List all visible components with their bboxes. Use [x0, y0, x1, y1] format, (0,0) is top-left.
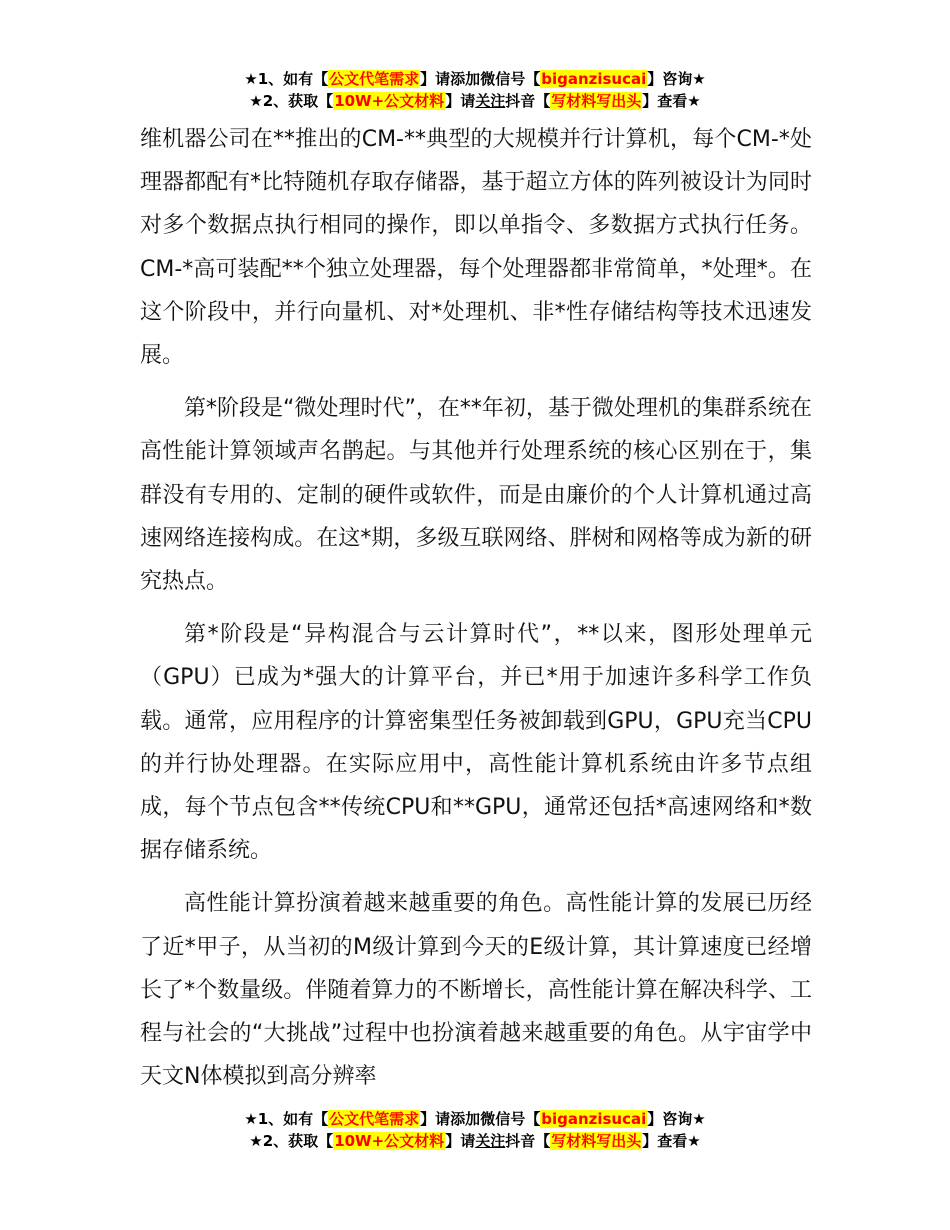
- paragraph-3: 第*阶段是“异构混合与云计算时代”，**以来，图形处理单元（GPU）已成为*强大的计算平台，并已*用于加速许多科学工作负载。通常，应用程序的计算密集型任务被卸载到GPU，GPU充当CPU的并行协处理器。在实际应用中，高性能计算机系统由许多节点组成，每个节点包含**传统CPU和**GPU，通常还包括*高速网络和*数据存储系统。: [140, 622, 812, 864]
- banner-highlight-douyin: 写材料写出头: [551, 1132, 642, 1150]
- header-banner: [0, 68, 950, 112]
- paragraph-2: 第*阶段是“微处理时代”，在**年初，基于微处理机的集群系统在高性能计算领域声名鹊起。与其他并行处理系统的核心区别在于，集群没有专用的、定制的硬件或软件，而是由廉价的个人计算机通过高速网络连接构成。在这*期，多级互联网络、胖树和网格等成为新的研究热点。: [140, 396, 812, 595]
- banner-text: 】查看★: [642, 92, 701, 110]
- banner-highlight: 公文代笔需求: [329, 70, 420, 88]
- banner-text: 】请添加: [420, 70, 481, 88]
- footer-banner: [0, 1108, 950, 1152]
- banner-text: ★2、获取【: [249, 92, 334, 110]
- banner-underlined: 关注: [475, 1132, 506, 1150]
- banner-text: 】请: [445, 92, 476, 110]
- banner-text: 】请添加: [420, 1110, 481, 1128]
- footer-banner-line-2: [0, 1130, 950, 1152]
- banner-highlight-wechat-id: biganzisucai: [541, 70, 647, 88]
- banner-text: 】请: [445, 1132, 476, 1150]
- banner-text: 微信号【: [480, 70, 541, 88]
- banner-highlight: 10W+公文材料: [334, 92, 445, 110]
- header-banner-line-2: [0, 90, 950, 112]
- banner-text: 】咨询★: [647, 70, 706, 88]
- banner-text: 抖音【: [505, 92, 551, 110]
- footer-banner-line-1: [0, 1108, 950, 1130]
- banner-underlined: 关注: [475, 92, 506, 110]
- banner-text: ★1、如有【: [244, 70, 329, 88]
- banner-highlight: 公文代笔需求: [329, 1110, 420, 1128]
- banner-text: 抖音【: [505, 1132, 551, 1150]
- banner-text: ★1、如有【: [244, 1110, 329, 1128]
- header-banner-line-1: [0, 68, 950, 90]
- banner-text: ★2、获取【: [249, 1132, 334, 1150]
- banner-highlight-douyin: 写材料写出头: [551, 92, 642, 110]
- banner-text: 】咨询★: [647, 1110, 706, 1128]
- banner-highlight: 10W+公文材料: [334, 1132, 445, 1150]
- banner-highlight-wechat-id: biganzisucai: [541, 1110, 647, 1128]
- banner-text: 微信号【: [480, 1110, 541, 1128]
- document-body: [140, 118, 812, 1098]
- paragraph-1: 维机器公司在**推出的CM-**典型的大规模并行计算机，每个CM-*处理器都配有*比特随机存取存储器，基于超立方体的阵列被设计为同时对多个数据点执行相同的操作，即以单指令、多数据方式执行任务。CM-*高可装配**个独立处理器，每个处理器都非常简单，*处理*。在这个阶段中，并行向量机、对*处理机、非*性存储结构等技术迅速发展。: [140, 127, 812, 369]
- banner-text: 】查看★: [642, 1132, 701, 1150]
- paragraph-4: 高性能计算扮演着越来越重要的角色。高性能计算的发展已历经了近*甲子，从当初的M级计算到今天的E级计算，其计算速度已经增长了*个数量级。伴随着算力的不断增长，高性能计算在解决科学、工程与社会的“大挑战”过程中也扮演着越来越重要的角色。从宇宙学中天文N体模拟到高分辨率: [140, 891, 812, 1090]
